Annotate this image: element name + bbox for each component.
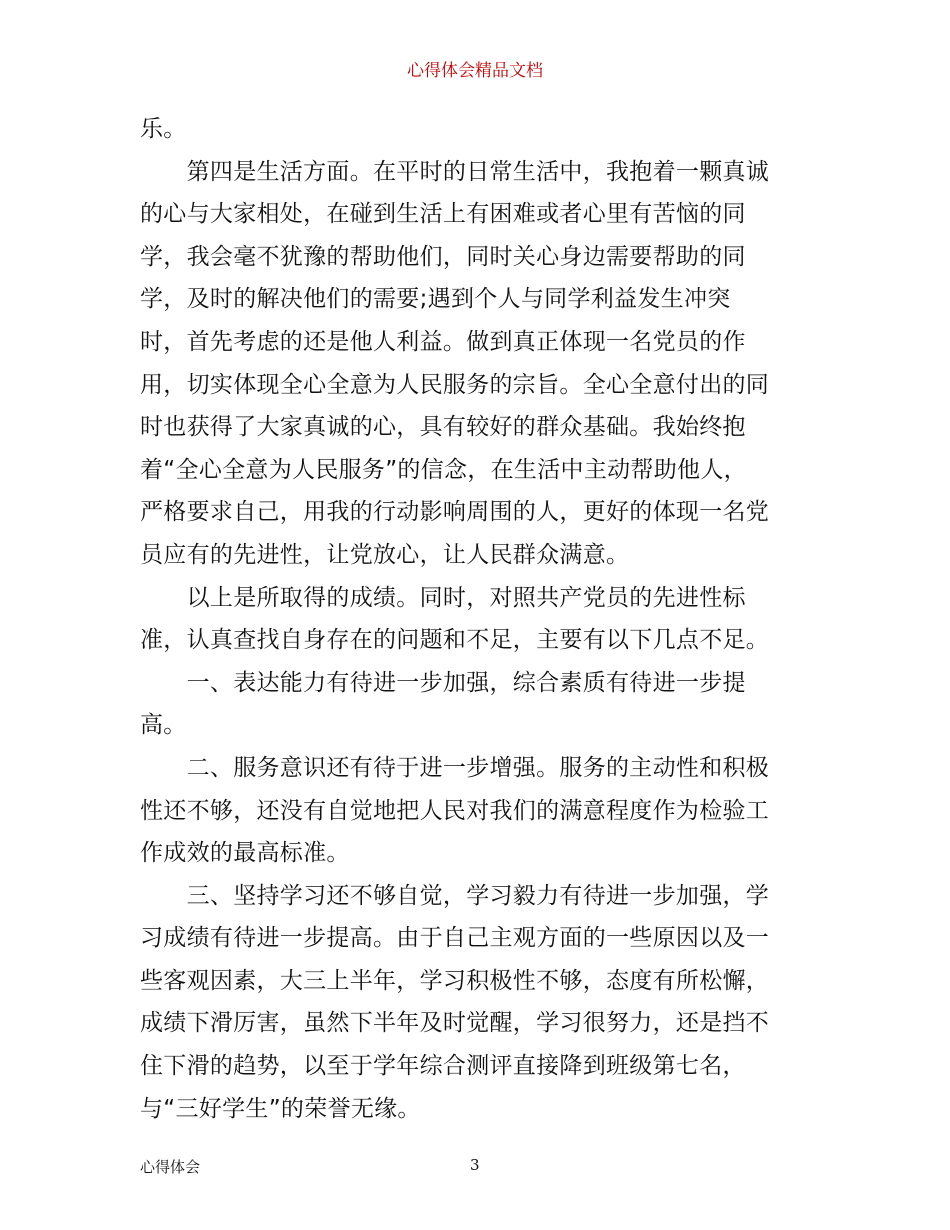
body-line: 乐。 [140, 116, 187, 142]
body-line: 学，我会毫不犹豫的帮助他们，同时关心身边需要帮助的同 [140, 243, 746, 270]
body-line: 作成效的最高标准。 [140, 840, 350, 867]
body-line: 学，及时的解决他们的需要;遇到个人与同学利益发生冲突 [140, 286, 731, 313]
body-line: 二、服务意识还有待于进一步增强。服务的主动性和积极 [140, 754, 770, 781]
body-line: 与“三好学生”的荣誉无缘。 [140, 1095, 421, 1122]
body-line: 第四是生活方面。在平时的日常生活中，我抱着一颗真诚 [140, 158, 770, 185]
body-line: 用，切实体现全心全意为人民服务的宗旨。全心全意付出的同 [140, 371, 770, 398]
footer-label: 心得体会 [140, 1158, 201, 1176]
body-line: 时，首先考虑的还是他人利益。做到真正体现一名党员的作 [140, 328, 746, 355]
body-line: 准，认真查找自身存在的问题和不足，主要有以下几点不足。 [140, 627, 770, 654]
page-number: 3 [470, 1156, 480, 1174]
body-line: 以上是所取得的成绩。同时，对照共产党员的先进性标 [140, 584, 746, 611]
body-line: 些客观因素，大三上半年，学习积极性不够，态度有所松懈， [140, 967, 770, 994]
body-line: 住下滑的趋势，以至于学年综合测评直接降到班级第七名， [140, 1053, 746, 1080]
body-line: 习成绩有待进一步提高。由于自己主观方面的一些原因以及一 [140, 925, 770, 952]
body-line: 三、坚持学习还不够自觉，学习毅力有待进一步加强，学 [140, 882, 770, 909]
body-line: 成绩下滑厉害，虽然下半年及时觉醒，学习很努力，还是挡不 [140, 1010, 770, 1037]
body-line: 着“全心全意为人民服务”的信念，在生活中主动帮助他人， [140, 456, 747, 483]
body-line: 性还不够，还没有自觉地把人民对我们的满意程度作为检验工 [140, 797, 770, 824]
document-header: 心得体会精品文档 [407, 61, 543, 81]
body-line: 严格要求自己，用我的行动影响周围的人，更好的体现一名党 [140, 499, 770, 526]
body-line: 员应有的先进性，让党放心，让人民群众满意。 [140, 541, 630, 568]
body-line: 一、表达能力有待进一步加强，综合素质有待进一步提 [140, 669, 746, 696]
body-line: 的心与大家相处，在碰到生活上有困难或者心里有苦恼的同 [140, 201, 746, 228]
body-line: 高。 [140, 712, 187, 739]
document-body [140, 108, 820, 1130]
body-line: 时也获得了大家真诚的心，具有较好的群众基础。我始终抱 [140, 414, 746, 441]
